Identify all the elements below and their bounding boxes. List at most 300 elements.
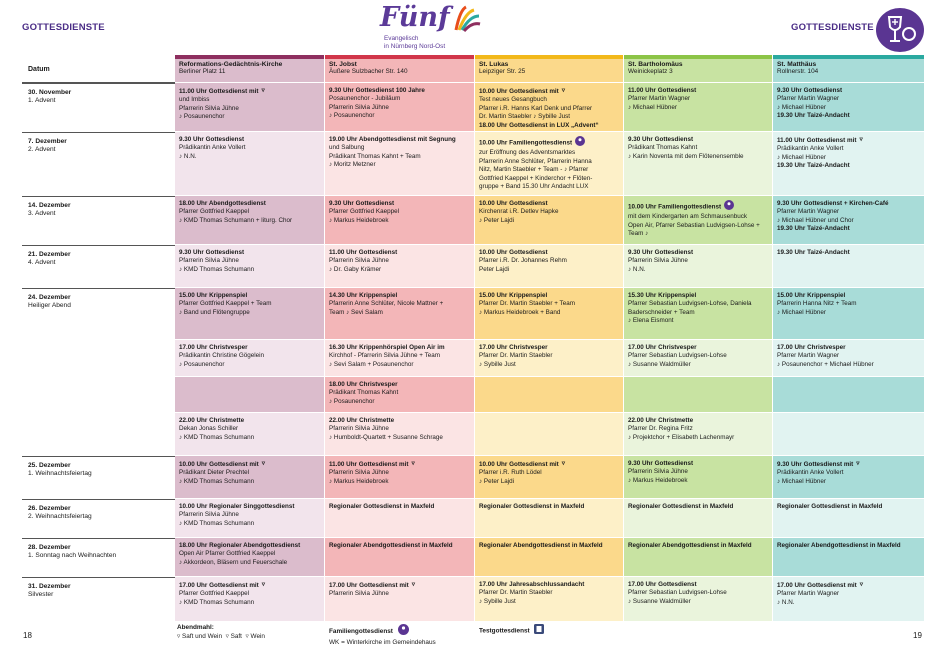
service-text: Team ♪ Sevi Salam (329, 308, 383, 316)
service-text: ♪ Markus Heidebroek (329, 477, 389, 485)
service-text: 17.00 Uhr Christvesper (179, 344, 248, 351)
service-cell (475, 499, 623, 537)
church-address: Rollnerstr. 104 (777, 68, 819, 75)
service-text: Team ♪ (628, 230, 649, 238)
service-detail (777, 469, 921, 477)
logo-subtitle (384, 35, 445, 51)
date-label (28, 138, 67, 155)
service-text: 19.00 Uhr Abendgottesdienst mit Segnung (329, 136, 456, 143)
service-text: ♪ Michael Hübner (628, 103, 677, 111)
service-detail (329, 144, 471, 152)
service-text: Kirchenrat i.R. Detlev Hapke (479, 208, 559, 216)
service-text: Pfarrer Sebastian Ludvigsen-Lohse (628, 352, 727, 360)
service-text: Pfarrer Dr. Martin Staebler (479, 352, 553, 360)
service-detail (628, 222, 769, 230)
service-detail (628, 300, 769, 308)
service-text: ♪ KMD Thomas Schumann (179, 433, 255, 441)
service-detail (329, 478, 471, 486)
service-time-title (628, 542, 769, 550)
service-cell (773, 413, 924, 455)
service-text: 17.00 Uhr Jahresabschlussandacht (479, 581, 585, 588)
service-text: ♪ Susanne Waldmüller (628, 597, 691, 605)
service-time-title (777, 503, 921, 511)
service-text: Pfarrerin Silvia Jühne (628, 468, 688, 476)
legend-abendmahl-label: Abendmahl: (177, 624, 214, 631)
service-text: Regionaler Gottesdienst in Maxfeld (329, 503, 435, 510)
service-text: ♪ KMD Thomas Schumann (179, 598, 255, 606)
service-text: 19.30 Uhr Taizé-Andacht (777, 249, 850, 256)
chalice-icon: ▿ (411, 460, 415, 467)
service-text: 9.30 Uhr Gottesdienst (179, 249, 245, 256)
chalice-saft-icon: ▿ (225, 632, 229, 640)
service-detail (479, 208, 620, 216)
service-detail (179, 105, 321, 113)
service-time-title (628, 503, 769, 511)
service-cell (325, 456, 474, 498)
service-detail (777, 309, 921, 317)
service-text: Pfarrer Martin Wagner (777, 590, 840, 598)
service-detail (628, 257, 769, 265)
logo-subtitle-line1: Evangelisch (384, 35, 419, 42)
service-text: Open Air, Pfarrer Sebastian Ludvigsen-Lohse + (628, 221, 760, 229)
service-text: ♪ KMD Thomas Schumann (179, 477, 255, 485)
service-text: 9.30 Uhr Gottesdienst (628, 460, 694, 467)
service-time-title (479, 542, 620, 550)
service-detail (628, 266, 769, 274)
service-cell (325, 288, 474, 339)
service-text: 10.00 Uhr Regionaler Singgottesdienst (179, 503, 295, 510)
service-cell (475, 340, 623, 376)
service-detail (777, 599, 921, 607)
service-cell (175, 413, 324, 455)
service-text: Pfarrerin Hanna Nitz + Team (777, 300, 857, 308)
service-time-title (479, 581, 620, 589)
service-time-title (777, 136, 921, 145)
church-address: Weinickeplatz 3 (628, 68, 673, 75)
service-text: Prädikantin Christine Gögelein (179, 352, 265, 360)
chalice-icon: ▿ (859, 581, 863, 588)
service-text: ♪ Moritz Metzner (329, 161, 376, 169)
service-time-title (329, 581, 471, 590)
service-cell (475, 83, 623, 131)
service-time-title (179, 136, 321, 144)
church-name: St. Lukas (479, 61, 509, 68)
service-detail (479, 166, 620, 174)
service-text: Pfarrerin Silvia Jühne (329, 257, 389, 265)
service-detail (479, 361, 620, 369)
service-text: 14.30 Uhr Krippenspiel (329, 292, 398, 299)
date-label (28, 202, 71, 219)
service-detail (329, 257, 471, 265)
service-detail (329, 469, 471, 477)
service-time-title (479, 249, 620, 257)
service-text: Pfarrerin Silvia Jühne (329, 590, 389, 598)
service-text: Pfarrer Gottfried Kaeppel (179, 590, 250, 598)
service-cell (624, 288, 772, 339)
service-time-title (479, 503, 620, 511)
service-time-title (329, 542, 471, 550)
service-text: Regionaler Abendgottesdienst in Maxfeld (479, 542, 603, 549)
service-detail (179, 361, 321, 369)
date-rule (22, 83, 175, 84)
service-time-title (777, 344, 921, 352)
service-detail (628, 153, 769, 161)
service-detail (628, 468, 769, 476)
service-detail (479, 257, 620, 265)
service-detail (179, 469, 321, 477)
service-time-title (777, 249, 921, 257)
service-cell (475, 377, 623, 412)
service-time-title (479, 292, 620, 300)
service-text: Prädikant Thomas Kahnt + Team (329, 152, 421, 160)
service-time-title (179, 460, 321, 469)
service-cell (624, 340, 772, 376)
service-detail (329, 95, 471, 103)
service-text: ♪ Markus Heidebroek (628, 476, 688, 484)
service-detail (179, 559, 321, 567)
service-detail (179, 144, 321, 152)
date-day: 24. Dezember (28, 294, 71, 301)
service-text: 11.00 Uhr Gottesdienst mit (179, 87, 259, 95)
service-cell (325, 577, 474, 621)
service-text: 19.30 Uhr Taizé-Andacht (777, 112, 850, 120)
service-text: Pfarrer Gottfried Kaeppel + Team (179, 300, 272, 308)
service-text: Regionaler Abendgottesdienst in Maxfeld (628, 542, 752, 549)
service-text: ♪ N.N. (777, 598, 795, 606)
service-detail (329, 217, 471, 225)
date-label (28, 544, 116, 561)
service-cell (325, 538, 474, 576)
chalice-icon: ▿ (261, 581, 265, 588)
chalice-both-icon: ▿ (177, 632, 181, 640)
service-detail (777, 225, 921, 233)
legend-familien (329, 624, 436, 647)
service-detail (329, 352, 471, 360)
service-text: 22.00 Uhr Christmette (329, 417, 395, 424)
chalice-icon: ▿ (561, 460, 565, 467)
service-time-title (329, 344, 471, 352)
service-detail (329, 161, 471, 169)
service-cell (773, 340, 924, 376)
service-cell (624, 413, 772, 455)
service-text: Pfarrerin Silvia Jühne (329, 425, 389, 433)
service-text: ♪ Posaunenchor (329, 397, 375, 405)
service-cell (325, 499, 474, 537)
service-text: ♪ Posaunenchor (179, 113, 225, 121)
service-time-title (777, 87, 921, 95)
service-time-title (777, 200, 921, 208)
service-text: ♪ Peter Lajdi (479, 477, 515, 485)
service-text: ♪ Projektchor + Elisabeth Lachenmayr (628, 433, 735, 441)
service-cell (175, 538, 324, 576)
date-day: 14. Dezember (28, 202, 71, 209)
service-detail (479, 175, 620, 183)
chalice-icon: ▿ (411, 581, 415, 588)
service-cell (175, 196, 324, 244)
service-text: 17.00 Uhr Gottesdienst mit (329, 581, 409, 589)
service-text: Pfarrer Dr. Martin Staebler (479, 589, 553, 597)
service-detail (329, 398, 471, 406)
service-time-title (628, 87, 769, 95)
service-time-title (179, 200, 321, 208)
service-text: ♪ Michael Hübner (777, 477, 826, 485)
legend-test (479, 624, 544, 638)
date-day: 31. Dezember (28, 583, 71, 590)
service-detail (628, 434, 769, 442)
service-cell (475, 196, 623, 244)
service-detail (777, 162, 921, 170)
service-text: gruppe + Band 15.30 Uhr Andacht LUX (479, 183, 589, 191)
service-text: 17.00 Uhr Christvesper (628, 344, 697, 351)
page-number-left: 18 (23, 631, 32, 640)
service-cell (475, 288, 623, 339)
service-text: Prädikantin Anke Vollert (777, 145, 844, 153)
service-text: Pfarrer Gottfried Kaeppel (329, 208, 400, 216)
service-cell (624, 577, 772, 621)
date-label (28, 462, 92, 479)
service-text: 9.30 Uhr Gottesdienst (628, 136, 694, 143)
service-text: Pfarrerin Anne Schlüter, Nicole Mattner + (329, 300, 444, 308)
service-time-title (777, 460, 921, 469)
date-sub: 1. Advent (28, 97, 56, 105)
service-cell (773, 577, 924, 621)
chalice-emblem-icon (876, 8, 924, 52)
test-service-icon (534, 624, 544, 638)
service-detail (479, 183, 620, 191)
service-text: Prädikantin Anke Vollert (777, 469, 844, 477)
service-detail (179, 599, 321, 607)
service-time-title (329, 292, 471, 300)
service-text: ♪ Posaunenchor (329, 112, 375, 120)
service-text: ♪ Posaunenchor (179, 360, 225, 368)
service-time-title (179, 503, 321, 511)
service-text: ♪ Elena Eismont (628, 317, 674, 325)
service-text: 10.00 Uhr Familiengottesdienst (479, 139, 573, 147)
date-sub: 2. Advent (28, 146, 56, 154)
service-text: 15.30 Uhr Krippenspiel (628, 292, 697, 299)
legend-abendmahl (177, 624, 265, 641)
date-rule (22, 245, 175, 246)
date-label (28, 505, 92, 522)
service-text: ♪ N.N. (179, 152, 197, 160)
service-detail (179, 309, 321, 317)
service-text: 16.30 Uhr Krippenhörspiel Open Air im (329, 344, 445, 351)
family-icon (398, 624, 409, 639)
service-cell (475, 538, 623, 576)
service-text: und Imbiss (179, 96, 210, 104)
service-detail (777, 352, 921, 360)
service-time-title (628, 136, 769, 144)
service-text: 11.00 Uhr Gottesdienst mit (329, 460, 409, 468)
service-detail (777, 590, 921, 598)
service-detail (628, 317, 769, 325)
service-text: Prädikantin Anke Vollert (179, 144, 246, 152)
date-day: 26. Dezember (28, 505, 71, 512)
service-cell (773, 83, 924, 131)
service-time-title (179, 249, 321, 257)
service-time-title (628, 417, 769, 425)
date-rule (22, 577, 175, 578)
service-text: Dr. Martin Staebler ♪ Sybille Just (479, 113, 570, 121)
service-detail (777, 217, 921, 225)
service-detail (479, 300, 620, 308)
service-text: 22.00 Uhr Christmette (179, 417, 245, 424)
service-text: 19.30 Uhr Taizé-Andacht (777, 162, 850, 170)
date-rule (22, 132, 175, 133)
service-cell (773, 538, 924, 576)
service-text: 9.30 Uhr Gottesdienst mit (777, 460, 854, 468)
service-detail (329, 389, 471, 397)
service-text: Regionaler Gottesdienst in Maxfeld (479, 503, 585, 510)
date-sub: 2. Weihnachtsfeiertag (28, 513, 92, 521)
service-text: 9.30 Uhr Gottesdienst (777, 87, 843, 94)
service-text: und Salbung (329, 144, 365, 152)
service-detail (179, 520, 321, 528)
chalice-icon: ▿ (261, 460, 265, 467)
service-detail (179, 550, 321, 558)
service-text: 10.00 Uhr Familiengottesdienst (628, 203, 722, 211)
service-detail (329, 153, 471, 161)
service-cell (325, 245, 474, 287)
service-text: ♪ Posaunenchor + Michael Hübner (777, 360, 874, 368)
column-header-2 (325, 55, 474, 82)
service-detail (329, 434, 471, 442)
legend-saft: Saft (230, 632, 242, 640)
service-text: Prädikant Thomas Kahnt (329, 389, 399, 397)
service-text: zur Eröffnung des Adventsmarktes (479, 149, 576, 157)
service-detail (329, 104, 471, 112)
service-time-title (179, 417, 321, 425)
service-detail (479, 149, 620, 157)
service-cell (624, 456, 772, 498)
service-cell (773, 245, 924, 287)
service-text: Regionaler Abendgottesdienst in Maxfeld (329, 542, 453, 549)
service-detail (329, 361, 471, 369)
service-detail (479, 589, 620, 597)
service-detail (479, 122, 620, 130)
page-title-right: GOTTESDIENSTE (791, 22, 874, 33)
service-text: 17.00 Uhr Gottesdienst mit (777, 581, 857, 589)
column-header-3 (475, 55, 623, 82)
service-time-title (628, 344, 769, 352)
service-cell (175, 377, 324, 412)
service-detail (329, 425, 471, 433)
service-cell (325, 83, 474, 131)
column-header-4 (624, 55, 772, 82)
service-detail (329, 266, 471, 274)
logo-subtitle-line2: in Nürnberg Nord-Ost (384, 43, 446, 50)
church-name: St. Bartholomäus (628, 61, 683, 68)
date-day: 21. Dezember (28, 251, 71, 258)
service-detail (628, 144, 769, 152)
service-cell (175, 340, 324, 376)
service-time-title (628, 200, 769, 213)
service-text: Pfarrerin Silvia Jühne (179, 257, 239, 265)
service-cell (175, 499, 324, 537)
church-name: St. Matthäus (777, 61, 817, 68)
service-cell (325, 340, 474, 376)
service-text: ♪ Michael Hübner (777, 153, 826, 161)
service-text: 15.00 Uhr Krippenspiel (479, 292, 548, 299)
service-detail (479, 598, 620, 606)
service-detail (179, 113, 321, 121)
service-text: Nitz, Martin Staebler + Team - ♪ Pfarrer (479, 166, 589, 174)
date-sub: 3. Advent (28, 210, 56, 218)
service-detail (179, 257, 321, 265)
church-address: Leipziger Str. 25 (479, 68, 526, 75)
service-text: Pfarrer Dr. Martin Staebler + Team (479, 300, 575, 308)
date-label (28, 583, 71, 600)
service-text: 18.00 Uhr Abendgottesdienst (179, 200, 266, 207)
service-detail (628, 589, 769, 597)
service-text: 17.00 Uhr Christvesper (777, 344, 846, 351)
service-detail (479, 478, 620, 486)
service-text: 22.00 Uhr Christmette (628, 417, 694, 424)
service-time-title (179, 87, 321, 96)
date-label (28, 89, 71, 106)
chalice-icon: ▿ (856, 460, 860, 467)
service-time-title (628, 460, 769, 468)
service-text: 9.30 Uhr Gottesdienst (329, 200, 395, 207)
date-day: 28. Dezember (28, 544, 71, 551)
service-text: 10.00 Uhr Gottesdienst mit (179, 460, 259, 468)
service-text: 10.00 Uhr Gottesdienst (479, 249, 548, 256)
service-text: ♪ Michael Hübner (777, 308, 826, 316)
service-text: 15.00 Uhr Krippenspiel (777, 292, 846, 299)
service-text: Pfarrer i.R. Hanns Karl Denk und Pfarrer (479, 104, 593, 112)
service-text: 18.00 Uhr Christvesper (329, 381, 398, 388)
church-name: St. Jobst (329, 61, 357, 68)
chalice-icon: ▿ (859, 136, 863, 143)
service-text: Regionaler Gottesdienst in Maxfeld (628, 503, 734, 510)
page-title-left: GOTTESDIENSTE (22, 22, 105, 33)
date-rule (22, 288, 175, 289)
service-text: 9.30 Uhr Gottesdienst + Kirchen-Café (777, 200, 889, 207)
service-text: Regionaler Gottesdienst in Maxfeld (777, 503, 883, 510)
service-detail (179, 153, 321, 161)
service-text: Baderschneider + Team (628, 308, 695, 316)
service-text: ♪ KMD Thomas Schumann + liturg. Chor (179, 216, 293, 224)
service-time-title (329, 200, 471, 208)
date-label (28, 294, 71, 311)
service-cell (624, 499, 772, 537)
service-cell (624, 132, 772, 195)
date-label (28, 251, 71, 268)
service-cell (475, 577, 623, 621)
service-time-title (329, 503, 471, 511)
service-text: Posaunenchor - Jubiläum (329, 95, 401, 103)
service-detail (777, 104, 921, 112)
date-sub: Silvester (28, 591, 54, 599)
service-detail (179, 96, 321, 104)
service-detail (628, 309, 769, 317)
service-text: ♪ Markus Heidebroek (329, 216, 389, 224)
service-detail (479, 113, 620, 121)
service-cell (475, 245, 623, 287)
service-detail (777, 145, 921, 153)
service-detail (479, 96, 620, 104)
service-detail (777, 154, 921, 162)
service-detail (628, 352, 769, 360)
service-text: Regionaler Abendgottesdienst in Maxfeld (777, 542, 901, 549)
chalice-wein-icon: ▿ (245, 632, 249, 640)
service-time-title (628, 249, 769, 257)
service-text: Prädikant Dieter Prechtel (179, 469, 249, 477)
service-text: 18.00 Uhr Gottesdienst in LUX „Advent“ (479, 121, 599, 129)
service-detail (329, 309, 471, 317)
service-detail (179, 208, 321, 216)
service-time-title (179, 292, 321, 300)
